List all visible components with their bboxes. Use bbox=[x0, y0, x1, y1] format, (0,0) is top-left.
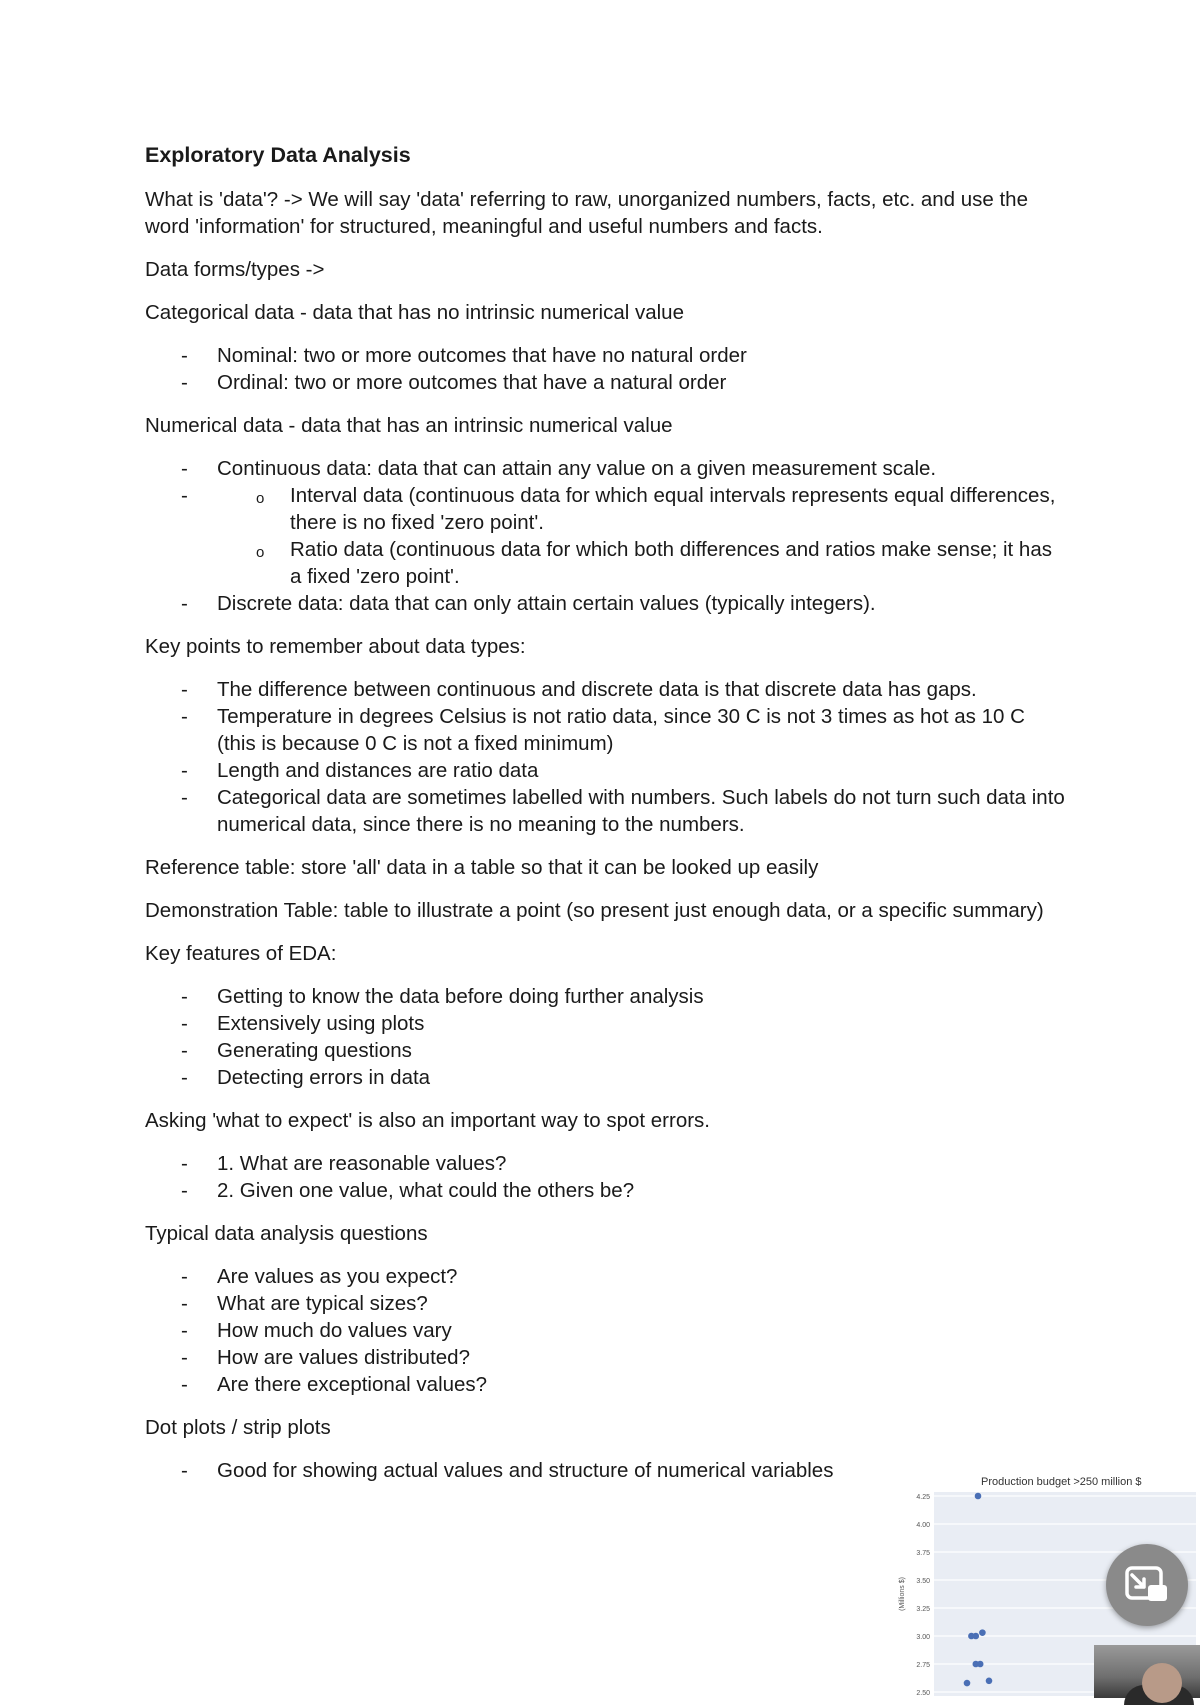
y-tick-label: 3.25 bbox=[916, 1606, 930, 1613]
numerical-list bbox=[145, 455, 1065, 617]
list-item: - 1. What are reasonable values? bbox=[145, 1150, 1065, 1177]
presenter-video-thumbnail[interactable] bbox=[1094, 1645, 1200, 1698]
reference-table-text: Reference table: store 'all' data in a table so that it can be looked up easily bbox=[145, 856, 819, 879]
y-axis-label: (Millions $) bbox=[899, 1577, 906, 1611]
list-item: - Are values as you expect? bbox=[145, 1263, 1065, 1290]
list-item: - Discrete data: data that can only attain certain values (typically integers). bbox=[145, 590, 1065, 617]
list-item: - Ordinal: two or more outcomes that have a natural order bbox=[145, 369, 1065, 396]
questions-list bbox=[145, 1263, 1065, 1398]
list-item: - Detecting errors in data bbox=[145, 1064, 1065, 1091]
expect-list bbox=[145, 1150, 1065, 1204]
numerical-heading: Numerical data - data that has an intrinsic numerical value bbox=[145, 414, 673, 437]
y-tick-label: 4.00 bbox=[916, 1522, 930, 1529]
list-item: - Length and distances are ratio data bbox=[145, 757, 1065, 784]
list-item: - Categorical data are sometimes labelled with numbers. Such labels do not turn such data into numerical data, since there is no meaning to the numbers. bbox=[145, 784, 1065, 838]
dotplots-heading: Dot plots / strip plots bbox=[145, 1416, 331, 1439]
eda-list bbox=[145, 983, 1065, 1091]
keypoints-heading: Key points to remember about data types: bbox=[145, 635, 526, 658]
continuous-sub-list bbox=[145, 482, 1065, 590]
list-item: - Temperature in degrees Celsius is not ratio data, since 30 C is not 3 times as hot as 10 C (this is because 0 C is not a fixed minimum) bbox=[145, 703, 1065, 757]
expect-heading: Asking 'what to expect' is also an important way to spot errors. bbox=[145, 1109, 711, 1132]
y-tick-label: 2.50 bbox=[916, 1690, 930, 1697]
y-tick-label: 4.25 bbox=[916, 1494, 930, 1501]
list-item: - Good for showing actual values and structure of numerical variables bbox=[145, 1457, 1065, 1484]
y-tick-label: 3.75 bbox=[916, 1550, 930, 1557]
y-tick-label: 3.00 bbox=[916, 1634, 930, 1641]
demonstration-table-text: Demonstration Table: table to illustrate a point (so present just enough data, or a specific summary) bbox=[145, 899, 1044, 922]
data-point bbox=[973, 1633, 980, 1640]
categorical-heading: Categorical data - data that has no intrinsic numerical value bbox=[145, 301, 684, 324]
y-tick-label: 3.50 bbox=[916, 1578, 930, 1585]
list-item: - The difference between continuous and discrete data is that discrete data has gaps. bbox=[145, 676, 1065, 703]
list-item: - Are there exceptional values? bbox=[145, 1371, 1065, 1398]
sub-list-item: o Ratio data (continuous data for which both differences and ratios make sense; it has a fixed 'zero point'. bbox=[145, 536, 1065, 590]
list-item: - Nominal: two or more outcomes that have no natural order bbox=[145, 342, 1065, 369]
expand-button[interactable] bbox=[1106, 1544, 1188, 1626]
data-point bbox=[979, 1629, 986, 1636]
presenter-head bbox=[1142, 1663, 1182, 1703]
list-item: - Getting to know the data before doing further analysis bbox=[145, 983, 1065, 1010]
categorical-list bbox=[145, 342, 1065, 396]
document-title: Exploratory Data Analysis bbox=[145, 143, 411, 167]
intro-paragraph: What is 'data'? -> We will say 'data' referring to raw, unorganized numbers, facts, etc. and use the word 'information' for structured, meaningful and useful numbers and facts. bbox=[145, 188, 1028, 238]
data-point bbox=[986, 1678, 993, 1685]
data-point bbox=[964, 1680, 971, 1687]
sub-list-item: o - Interval data (continuous data for which equal intervals represents equal differences, there is no fixed 'zero point'. bbox=[145, 482, 1065, 536]
sub-list-container bbox=[145, 482, 1065, 590]
eda-heading: Key features of EDA: bbox=[145, 942, 337, 965]
picture-in-picture-exit-icon bbox=[1124, 1565, 1170, 1605]
list-item: - What are typical sizes? bbox=[145, 1290, 1065, 1317]
list-item: - 2. Given one value, what could the others be? bbox=[145, 1177, 1065, 1204]
list-item: - Extensively using plots bbox=[145, 1010, 1065, 1037]
questions-heading: Typical data analysis questions bbox=[145, 1222, 428, 1245]
chart-title: Production budget >250 million $ bbox=[981, 1476, 1142, 1488]
keypoints-list bbox=[145, 676, 1065, 838]
document-body bbox=[145, 142, 1065, 1500]
data-point bbox=[975, 1493, 982, 1500]
list-item: - Generating questions bbox=[145, 1037, 1065, 1064]
data-point bbox=[977, 1661, 984, 1668]
list-item: - How are values distributed? bbox=[145, 1344, 1065, 1371]
list-item: - Continuous data: data that can attain any value on a given measurement scale. bbox=[145, 455, 1065, 482]
list-item: - How much do values vary bbox=[145, 1317, 1065, 1344]
y-tick-label: 2.75 bbox=[916, 1662, 930, 1669]
forms-heading: Data forms/types -> bbox=[145, 258, 325, 281]
